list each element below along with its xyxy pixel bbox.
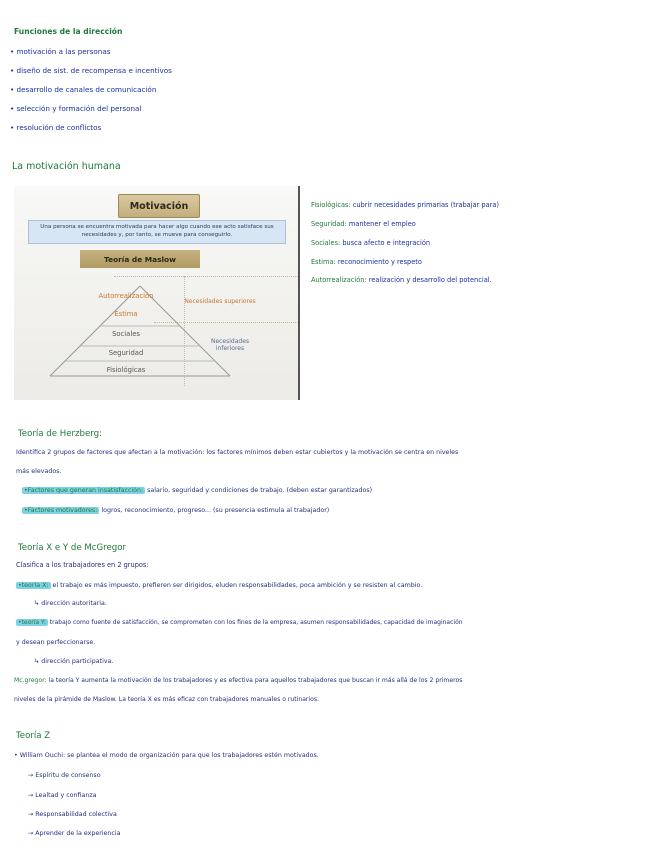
level-seguridad: Seguridad	[108, 349, 144, 357]
teoria-z-item: → Lealtad y confianza	[28, 792, 97, 799]
need-row	[311, 277, 492, 285]
need-desc: cubrir necesidades primarias (trabajar para)	[350, 201, 499, 209]
theory-y-desc: trabajo como fuente de satisfacción, se comprometen con los fines de la empresa, asumen responsabilidades, capacidad de imaginación	[47, 619, 463, 626]
teoria-z-item: → Aprender de la experiencia	[28, 830, 121, 837]
section-mcgregor-title: Teoría X e Y de McGregor	[18, 543, 127, 553]
theory-x-row	[16, 582, 422, 589]
section-motivacion-title: La motivación humana	[12, 161, 121, 172]
theory-y-label: •teoría Y:	[18, 619, 46, 626]
theory-y-desc-cont: y desean perfeccionarse.	[16, 639, 96, 646]
lower-needs-label: Necesidades inferiores	[210, 338, 250, 352]
need-row	[311, 221, 416, 229]
herzberg-factor-row	[22, 487, 372, 494]
need-term: Fisiológicas:	[311, 201, 351, 209]
level-estima: Estima	[114, 310, 138, 318]
need-desc: reconocimiento y respeto	[335, 258, 422, 266]
level-fisiologicas: Fisiológicas	[106, 366, 146, 374]
need-desc: busca afecto e integración	[340, 239, 431, 247]
funciones-item: • selección y formación del personal	[10, 104, 142, 113]
theory-y-direction: ↳ dirección participativa.	[34, 658, 114, 665]
mcgregor-intro: Clasifica a los trabajadores en 2 grupos:	[16, 561, 149, 569]
factor-label-insatisfaccion: •Factores que generan insatisfacción:	[24, 487, 144, 494]
motivation-slide-image	[14, 186, 300, 400]
need-desc: mantener el empleo	[346, 220, 416, 228]
slide-dotted-line	[114, 276, 298, 277]
teoria-z-item: → Responsabilidad colectiva	[28, 811, 117, 818]
theory-x-direction: ↳ dirección autoritaria.	[34, 600, 107, 607]
need-row	[311, 240, 430, 248]
upper-needs-label: Necesidades superiores	[184, 298, 256, 305]
funciones-item: • desarrollo de canales de comunicación	[10, 85, 157, 94]
herzberg-factor-row	[22, 507, 329, 514]
need-term: Seguridad:	[311, 220, 347, 228]
theory-y-row	[16, 620, 463, 627]
funciones-item: • resolución de conflictos	[10, 123, 102, 132]
need-desc: realización y desarrollo del potencial.	[366, 276, 492, 284]
herzberg-intro-cont: más elevados.	[16, 468, 62, 475]
mcgregor-label: Mc.gregor:	[14, 677, 47, 684]
factor-desc: logros, reconocimiento, progreso... (su presencia estimula al trabajador)	[99, 507, 330, 514]
mcgregor-conclusion-cont: niveles de la pirámide de Maslow. La teoría X es más eficaz con trabajadores manuales o rutinarios.	[14, 696, 319, 703]
funciones-item: • motivación a las personas	[10, 47, 111, 56]
slide-dotted-line	[154, 322, 298, 323]
need-row	[311, 202, 499, 210]
theory-x-desc: el trabajo es más impuesto, prefieren ser dirigidos, eluden responsabilidades, poca ambición y se resisten al cambio.	[50, 582, 423, 589]
section-funciones-title: Funciones de la dirección	[14, 27, 123, 36]
factor-label-motivadores: •Factores motivadores:	[24, 507, 98, 514]
level-autorrealizacion: Autorrealización	[98, 292, 154, 300]
slide-description: Una persona se encuentra motivada para hacer algo cuando ese acto satisface sus necesidades y, por tanto, se mueve para conseguirlo.	[28, 220, 286, 244]
need-term: Estima:	[311, 258, 336, 266]
funciones-item: • diseño de sist. de recompensa e incentivos	[10, 66, 172, 75]
mcgregor-text: la teoría Y aumenta la motivación de los trabajadores y es efectiva para aquellos trabajadores que buscan ir más allá de los 2 primeros	[46, 677, 463, 684]
slide-maslow-label: Teoría de Maslow	[80, 250, 200, 268]
need-term: Sociales:	[311, 239, 341, 247]
need-row	[311, 259, 422, 267]
section-herzberg-title: Teoría de Herzberg:	[18, 429, 102, 439]
need-term: Autorrealización:	[311, 276, 367, 284]
slide-title: Motivación	[118, 194, 200, 218]
herzberg-intro: Identifica 2 grupos de factores que afectan a la motivación: los factores mínimos deben estar cubiertos y la motivación se centra en niveles	[16, 449, 459, 456]
teoria-z-item: → Espíritu de consenso	[28, 772, 101, 779]
section-teoria-z-title: Teoría Z	[16, 731, 51, 741]
teoria-z-intro: • William Ouchi: se plantea el modo de organización para que los trabajadores estén motivados.	[14, 752, 319, 759]
theory-x-label: •teoría X:	[18, 582, 49, 589]
level-sociales: Sociales	[112, 330, 140, 338]
factor-desc: salario, seguridad y condiciones de trabajo. (deben estar garantizados)	[145, 487, 373, 494]
mcgregor-conclusion	[14, 677, 462, 684]
